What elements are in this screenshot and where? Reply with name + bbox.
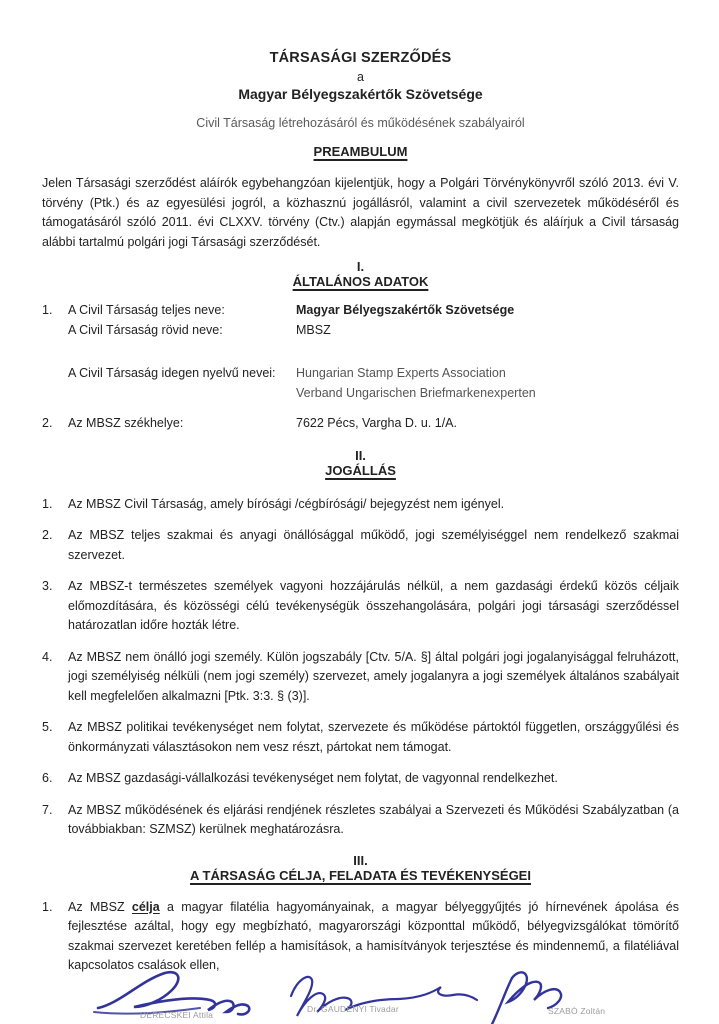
- row-short-name: [42, 321, 679, 341]
- handwritten-signature-icon: [281, 964, 486, 1024]
- document-title: TÁRSASÁGI SZERZŐDÉS: [269, 50, 452, 66]
- row-full-name: [42, 301, 679, 321]
- preamble-heading: PREAMBULUM: [313, 144, 408, 159]
- item-number: 1.: [42, 496, 53, 511]
- section2-heading: JOGÁLLÁS: [325, 462, 396, 478]
- item-text: Az MBSZ Civil Társaság, amely bírósági /cégbírósági/ bejegyzést nem igényel.: [68, 496, 505, 511]
- field-value: MBSZ: [296, 322, 331, 337]
- item-number: 3.: [42, 579, 53, 593]
- legal-item: [42, 769, 679, 789]
- item-text: Az MBSZ nem önálló jogi személy. Külön jogszabály [Ctv. 5/A. §] által polgári jogi jogalanyisággal felruházott, jogi személyiség nélküli (nem jogi személy) szervezet, amely jogalanyra a jogi személyek általános szabályait kell megfelelően alkalmazni [Ptk. 3:3. § (3)].: [68, 649, 679, 703]
- item-text: Az MBSZ politikai tevékenységet nem folytat, szervezete és működése pártoktól független, országgyűlési és önkormányzati választásokon nem vesz részt, pártokat nem támogat.: [68, 720, 679, 754]
- field-value: [296, 364, 679, 403]
- signature-block-3: [470, 964, 659, 1024]
- legal-item: [42, 577, 679, 636]
- item-text: Az MBSZ-t természetes személyek vagyoni hozzájárulás nélkül, a nem gazdasági érdekű közös céljaik előmozdítására, és közösségi célú tevékenységük összehangolására, polgári jogi társasági szerződéssel határozatlan időre hozták létre.: [68, 579, 679, 632]
- legal-item: [42, 648, 679, 707]
- item-text: Az MBSZ teljes szakmai és anyagi önállósággal működő, jogi személyiséggel nem rendelkező szakmai szervezet.: [68, 528, 679, 562]
- legal-item: [42, 718, 679, 757]
- legal-item: [42, 495, 679, 515]
- signature-block-1: [92, 964, 281, 1024]
- legal-item: [42, 801, 679, 840]
- field-label: A Civil Társaság rövid neve:: [68, 322, 223, 337]
- field-label: Az MBSZ székhelye:: [68, 416, 184, 430]
- item-number: 2.: [42, 528, 53, 542]
- preamble-paragraph: Jelen Társasági szerződést aláírók egybehangzóan kijelentjük, hogy a Polgári Törvénykönyvről szóló 2013. évi V. törvény (Ptk.) és az egyesülési jogról, a közhasznú jogállásról, valamint a civil szervezetek működéséről és támogatásáról szóló 2011. évi CLXXV. törvény (Ctv.) alapján egymással megkötjük és aláírjuk a Civil társaság alábbi tartalmú polgári jogi Társasági szerződését.: [42, 176, 679, 249]
- item-text-rest: a magyar filatélia hagyományainak, a magyar bélyeggyűjtés jó hírnevének ápolása és fejlesztése azáltal, hogy egy megbízható, magyarországi központtal működő, bélyegvizsgálókat tömörítő szakmai szervezet keretében fellép a hamisítások, a hamisítványok terjesztése és mindennemű, a filatéliával kapcsolatos csalások ellen,: [68, 899, 679, 972]
- item-text: Az MBSZ gazdasági-vállalkozási tevékenységet nem folytat, de vagyonnal rendelkezhet.: [68, 771, 558, 785]
- signatory-name: Dr. GAUDÉNYI Tivadar: [307, 1003, 399, 1014]
- foreign-name-de: Verband Ungarischen Briefmarkenexperten: [296, 385, 536, 400]
- section3-numeral: III.: [353, 852, 368, 868]
- item-number: 1.: [42, 303, 53, 317]
- signature-block-2: [281, 964, 470, 1024]
- legal-item: [42, 526, 679, 565]
- item-number: 4.: [42, 649, 53, 664]
- field-value: Magyar Bélyegszakértők Szövetsége: [296, 303, 515, 317]
- item-text-emphasis: célja: [131, 899, 160, 914]
- item-number: 5.: [42, 720, 53, 734]
- title-connector: a: [357, 70, 364, 84]
- organization-name: Magyar Bélyegszakértők Szövetsége: [238, 86, 483, 102]
- section2-numeral: II.: [355, 447, 366, 463]
- signatory-name: DERECSKEI Attila: [140, 1009, 214, 1020]
- field-value: 7622 Pécs, Vargha D. u. 1/A.: [296, 416, 457, 430]
- item-number: 2.: [42, 416, 53, 430]
- item-text: Az MBSZ működésének és eljárási rendjének részletes szabályai a Szervezeti és Működési Szabályzatban (a továbbiakban: SZMSZ) kerülnek meghatározásra.: [68, 802, 679, 836]
- item-number: 7.: [42, 802, 53, 817]
- foreign-name-en: Hungarian Stamp Experts Association: [296, 366, 506, 380]
- item-number: 1.: [42, 899, 53, 914]
- item-number: 6.: [42, 771, 53, 785]
- document-subtitle: Civil Társaság létrehozásáról és működésének szabályairól: [196, 116, 525, 130]
- signature-row: [42, 964, 679, 1024]
- section1-heading: ÁLTALÁNOS ADATOK: [292, 274, 429, 289]
- section1-numeral: I.: [356, 259, 365, 274]
- field-label: A Civil Társaság teljes neve:: [68, 303, 225, 317]
- signatory-name: SZABÓ Zoltán: [548, 1005, 606, 1016]
- row-seat: [42, 414, 679, 434]
- field-label: A Civil Társaság idegen nyelvű nevei:: [68, 366, 276, 380]
- item-text-prefix: Az MBSZ: [68, 899, 132, 914]
- row-foreign-names: [42, 364, 679, 403]
- section3-heading: A TÁRSASÁG CÉLJA, FELADATA ÉS TEVÉKENYSÉGEI: [190, 867, 531, 883]
